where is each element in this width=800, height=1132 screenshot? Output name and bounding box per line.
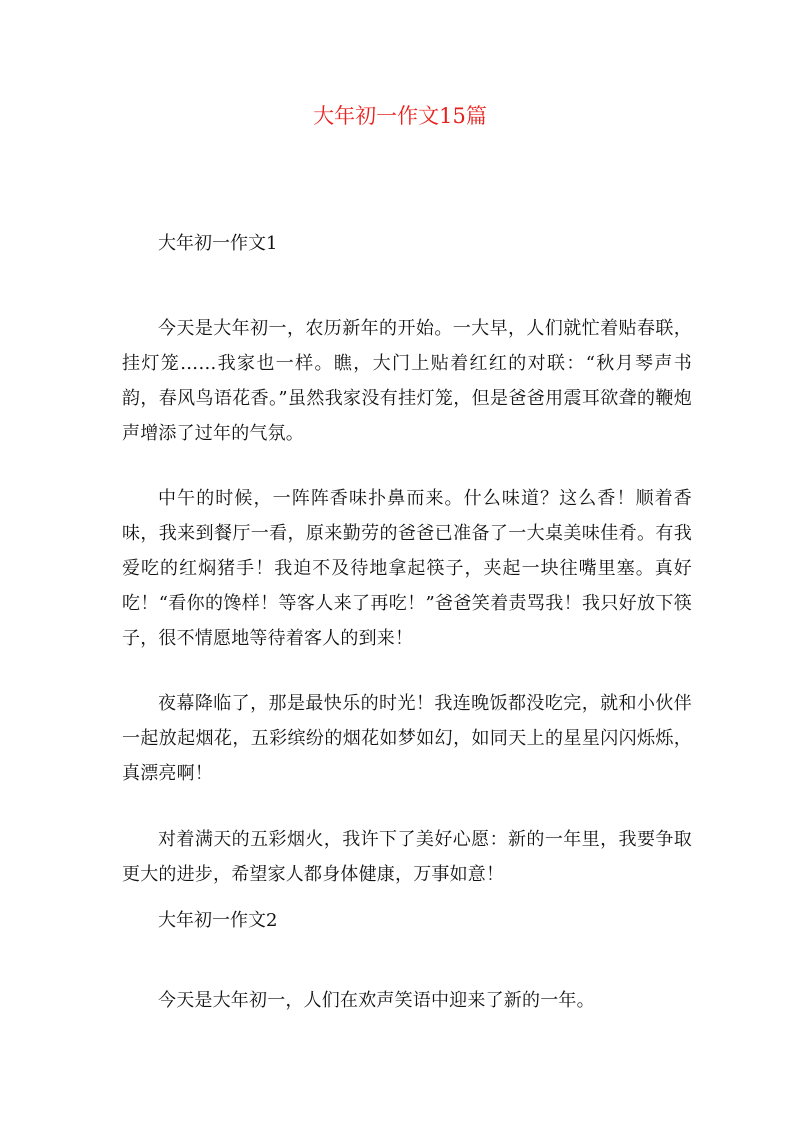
- paragraph-1-3: 夜幕降临了，那是最快乐的时光！我连晚饭都没吃完，就和小伙伴一起放起烟花，五彩缤纷的烟花如梦如幻，如同天上的星星闪闪烁烁，真漂亮啊！: [122, 693, 692, 784]
- section-heading-2: 大年初一作文2: [158, 910, 278, 931]
- section-heading-1: 大年初一作文1: [158, 233, 278, 254]
- paragraph-1-4: 对着满天的五彩烟火，我许下了美好心愿：新的一年里，我要争取更大的进步，希望家人都身体健康，万事如意！: [122, 829, 692, 885]
- paragraph-1-1: 今天是大年初一，农历新年的开始。一大早，人们就忙着贴春联，挂灯笼……我家也一样。瞧，大门上贴着红红的对联：“秋月琴声书韵，春风鸟语花香。”虽然我家没有挂灯笼，但是爸爸用震耳欲聋的鞭炮声增添了过年的气氛。: [122, 318, 692, 444]
- document-title: 大年初一作文15篇: [313, 104, 487, 128]
- paragraph-1-2: 中午的时候，一阵阵香味扑鼻而来。什么味道？这么香！顺着香味，我来到餐厅一看，原来勤劳的爸爸已准备了一大桌美味佳肴。有我爱吃的红焖猪手！我迫不及待地拿起筷子，夹起一块往嘴里塞。真好吃！“看你的馋样！等客人来了再吃！”爸爸笑着责骂我！我只好放下筷子，很不情愿地等待着客人的到来！: [122, 488, 692, 649]
- paragraph-2-1: 今天是大年初一，人们在欢声笑语中迎来了新的一年。: [158, 990, 595, 1011]
